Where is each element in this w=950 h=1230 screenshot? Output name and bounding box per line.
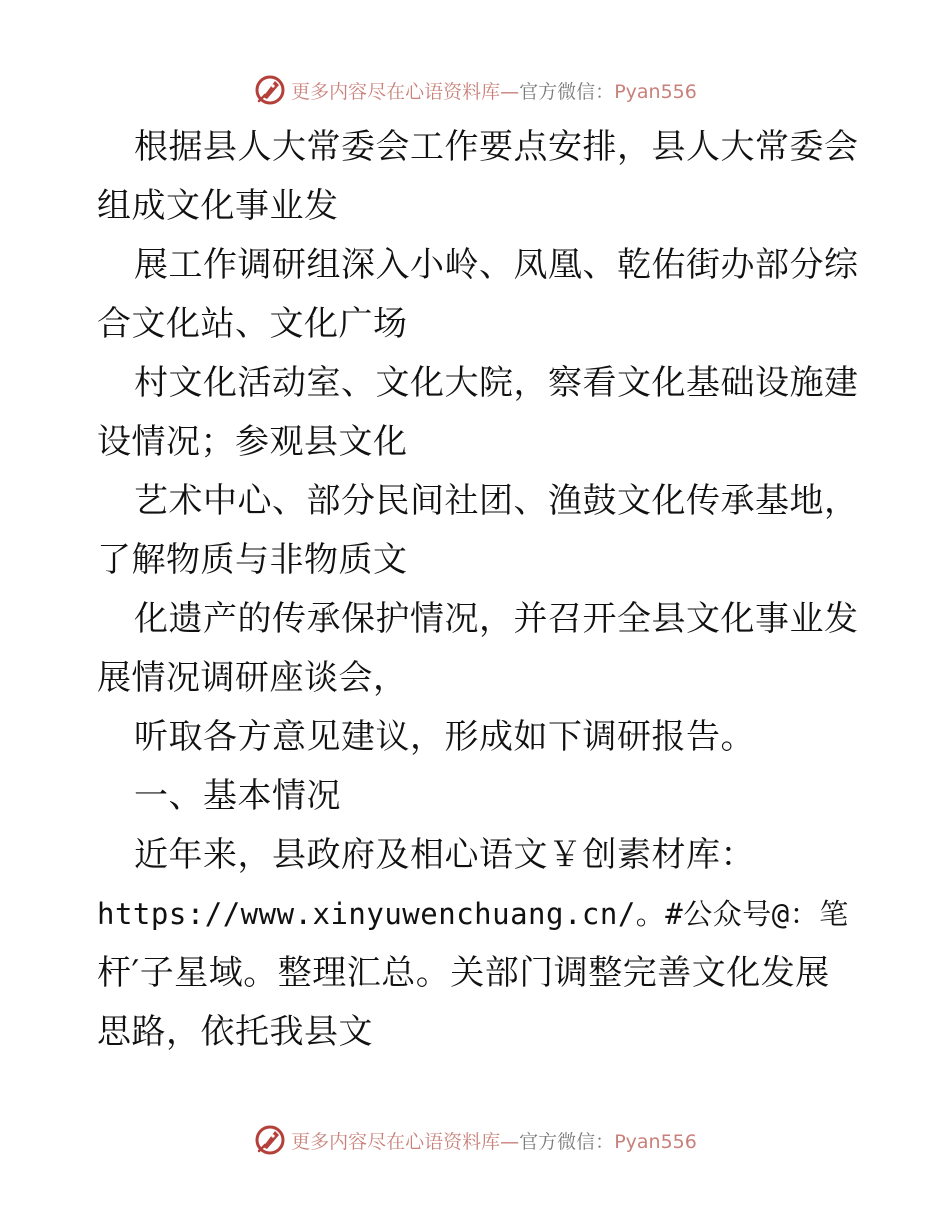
pen-nib-logo-icon — [253, 73, 287, 107]
watermark-site-text: 更多内容尽在心语资料库 — [291, 1130, 501, 1153]
watermark-dash: — — [500, 80, 520, 103]
body-line: 近年来，县政府及相心语文￥创素材库： — [134, 835, 755, 875]
body-line: 思路，依托我县文 — [97, 1012, 373, 1052]
document-body — [97, 118, 857, 1062]
body-line: 艺术中心、部分民间社团、渔鼓文化传承基地， — [134, 481, 859, 521]
body-line: 组成文化事业发 — [97, 186, 339, 226]
watermark-text — [291, 1127, 697, 1154]
watermark-site-text: 更多内容尽在心语资料库 — [291, 80, 501, 103]
watermark-text — [291, 77, 697, 104]
body-line: 设情况；参观县文化 — [97, 422, 408, 462]
body-line: 展情况调研座谈会， — [97, 658, 408, 698]
body-line: 杆′子星域。整理汇总。关部门调整完善文化发展 — [97, 953, 830, 993]
body-line: 化遗产的传承保护情况，并召开全县文化事业发 — [134, 599, 859, 639]
watermark-dash: — — [500, 1130, 520, 1153]
header-watermark — [0, 70, 950, 110]
section-heading: 一、基本情况 — [134, 776, 341, 816]
footer-watermark — [0, 1120, 950, 1160]
body-line: 村文化活动室、文化大院，察看文化基础设施建 — [134, 363, 859, 403]
watermark-wechat-id: Pyan556 — [614, 1130, 697, 1153]
watermark-wechat-label: 官方微信： — [519, 1130, 615, 1153]
body-line: 合文化站、文化广场 — [97, 304, 408, 344]
body-line: 了解物质与非物质文 — [97, 540, 408, 580]
body-line: 根据县人大常委会工作要点安排，县人大常委会 — [134, 127, 859, 167]
watermark-wechat-id: Pyan556 — [614, 80, 697, 103]
watermark-wechat-label: 官方微信： — [519, 80, 615, 103]
body-line-url: https://www.xinyuwenchuang.cn/。#公众号@：笔 — [97, 897, 849, 931]
pen-nib-logo-icon — [253, 1123, 287, 1157]
body-line: 展工作调研组深入小岭、凤凰、乾佑街办部分综 — [134, 245, 859, 285]
body-line: 听取各方意见建议，形成如下调研报告。 — [134, 717, 755, 757]
